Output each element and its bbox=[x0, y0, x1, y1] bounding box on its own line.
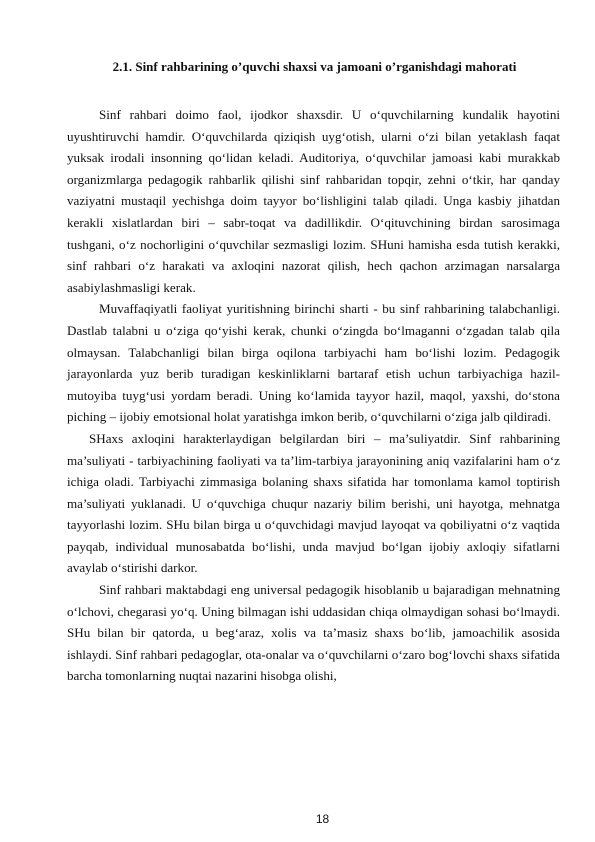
paragraph-1: Sinf rahbari doimo faol, ijodkor shaxsdir. U o‘quvchilarning kundalik hayotini uyushtiruvchi hamdir. O‘quvchilarda qiziqish uyg‘otish, ularni o‘zi bilan yetaklash faqat yuksak irodali insonning qo‘lidan keladi. Auditoriya, o‘quvchilar jamoasi kabi murakkab organizmlarga pedagogik rahbarlik qilishi sinf rahbaridan topqir, zehni o‘tkir, har qanday vaziyatni mustaqil yechishga doim tayyor bo‘lishligini talab qiladi. Unga kasbiy jihatdan kerakli xislatlardan biri – sabr-toqat va dadillikdir. O‘qituvchining birdan sarosimaga tushgani, o‘z nochorligini o‘quvchilar sezmasligi lozim. SHuni hamisha esda tutish kerakki, sinf rahbari o‘z harakati va axloqini nazorat qilish, hech qachon arzimagan narsalarga asabiylashmasligi kerak. bbox=[67, 107, 560, 295]
body-text bbox=[67, 104, 560, 687]
paragraph-3: SHaxs axloqini harakterlaydigan belgilardan biri – ma’suliyatdir. Sinf rahbarining ma’suliyati - tarbiyachining faoliyati va ta’lim-tarbiya jarayonining aniq vazifalarini ham o‘z ichiga oladi. Tarbiyachi zimmasiga bolaning shaxs sifatida har tomonlama kamol toptirish ma’suliyati yuklanadi. U o‘quvchiga chuqur nazariy bilim berishi, uni hayotga, mehnatga tayyorlashi lozim. SHu bilan birga u o‘quvchidagi mavjud layoqat va qobiliyatni o‘z vaqtida payqab, individual munosabatda bo‘lishi, unda mavjud bo‘lgan ijobiy axloqiy sifatlarni avaylab o‘stirishi darkor. bbox=[67, 430, 560, 576]
paragraph-2: Muvaffaqiyatli faoliyat yuritishning birinchi sharti - bu sinf rahbarining talabchanligi. Dastlab talabni u o‘ziga qo‘yishi kerak, chunki o‘zingda bo‘lmaganni o‘zgadan talab qila olmaysan. Talabchanligi bilan birga oqilona tarbiyachi ham bo‘lishi lozim. Pedagogik jarayonlarda yuz berib turadigan keskinliklarni bartaraf etish uchun tarbiyachiga hazil-mutoyiba tuyg‘usi yordam beradi. Uning ko‘lamida tayyor hazil, maqol, yaxshi, do‘stona piching – ijobiy emotsional holat yaratishga imkon berib, o‘quvchilarni o‘ziga jalb qildiradi. bbox=[67, 301, 560, 425]
section-heading: 2.1. Sinf rahbarining o’quvchi shaxsi va jamoani o’rganishdagi mahorati bbox=[112, 59, 517, 74]
page-number: 18 bbox=[315, 812, 330, 826]
paragraph-4: Sinf rahbari maktabdagi eng universal pedagogik hisoblanib u bajaradigan mehnatning o‘lchovi, chegarasi yo‘q. Uning bilmagan ishi uddasidan chiqa olmaydigan sohasi bo‘lmaydi. SHu bilan bir qatorda, u beg‘araz, xolis va ta’masiz shaxs bo‘lib, jamoachilik asosida ishlaydi. Sinf rahbari pedagoglar, ota-onalar va o‘quvchilarni o‘zaro bog‘lovchi shaxs sifatida barcha tomonlarning nuqtai nazarini hisobga olishi, bbox=[67, 582, 560, 684]
